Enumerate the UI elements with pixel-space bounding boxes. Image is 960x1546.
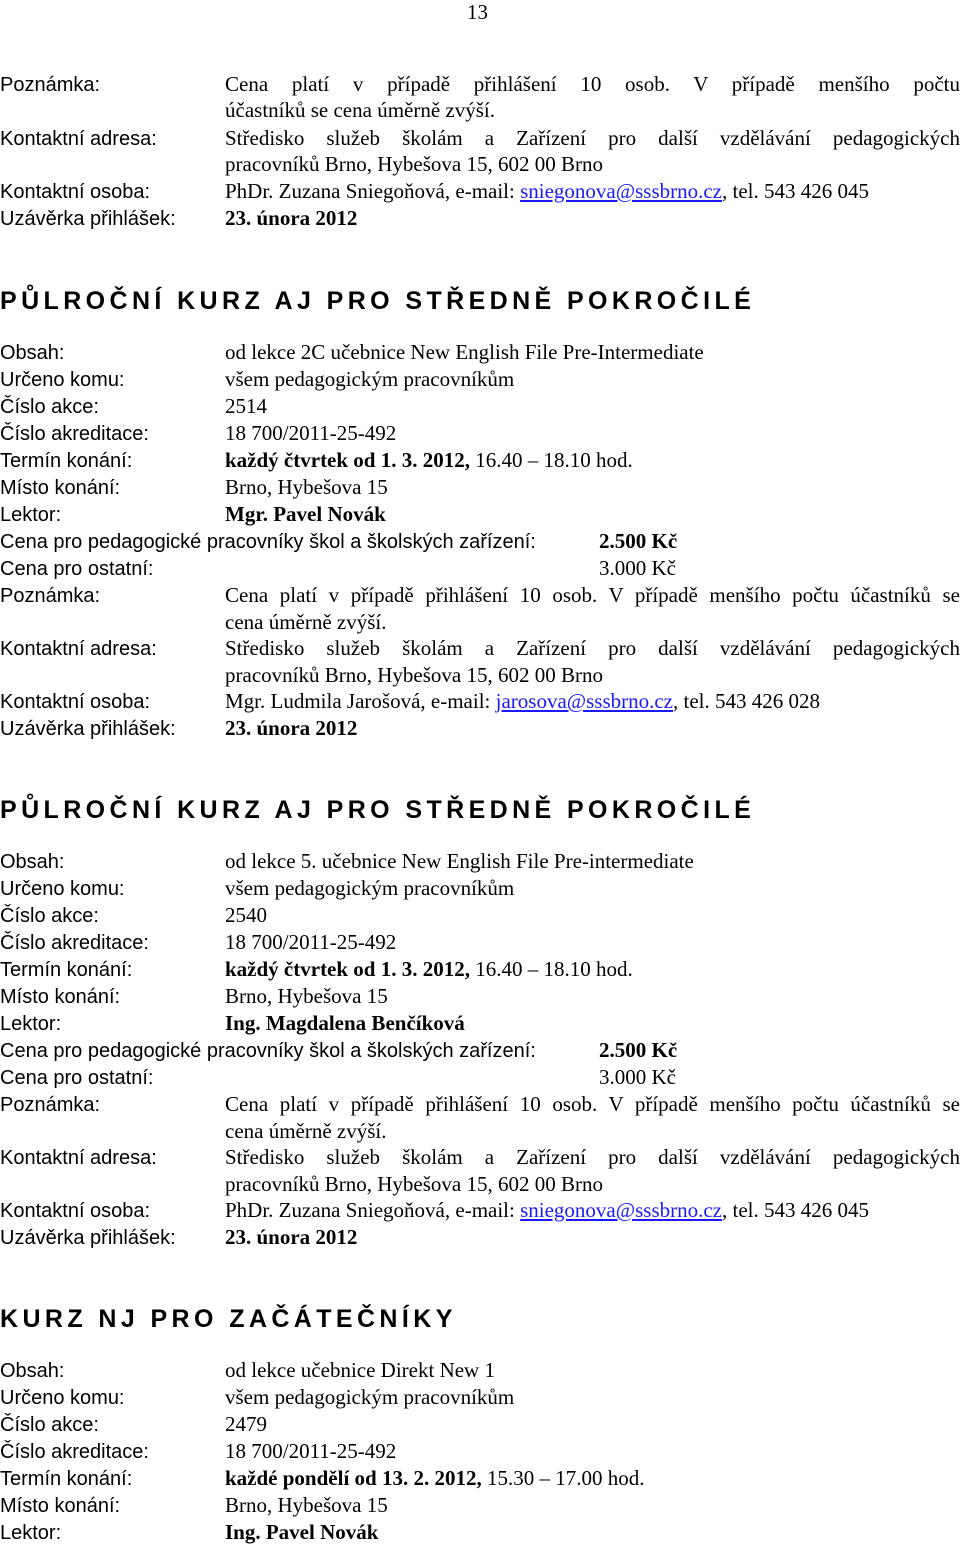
cena-ost-label: Cena pro ostatní: bbox=[0, 1067, 154, 1089]
uzaverka-label: Uzávěrka přihlášek: bbox=[0, 1227, 176, 1249]
obsah-value: od lekce 5. učebnice New English File Pre-intermediate bbox=[225, 849, 694, 873]
course-title: PŮLROČNÍ KURZ AJ PRO STŘEDNĚ POKROČILÉ bbox=[0, 796, 756, 824]
obsah-label: Obsah: bbox=[0, 851, 65, 873]
termin-day: každý čtvrtek od 1. 3. 2012, bbox=[225, 957, 470, 981]
page-number: 13 bbox=[467, 0, 488, 24]
obsah-value: od lekce 2C učebnice New English File Pre-Intermediate bbox=[225, 340, 704, 364]
adresa-line: pracovníků Brno, Hybešova 15, 602 00 Brno bbox=[225, 663, 603, 687]
adresa-line: Středisko služeb školám a Zařízení pro další vzdělávání pedagogických bbox=[225, 636, 960, 660]
poznamka-line: Cena platí v případě přihlášení 10 osob. V případě menšího počtu účastníků se bbox=[225, 583, 960, 607]
akce-value: 2479 bbox=[225, 1412, 267, 1436]
contact-name: PhDr. Zuzana Sniegoňová, e-mail: bbox=[225, 1198, 521, 1222]
urceno-value: všem pedagogickým pracovníkům bbox=[225, 367, 515, 391]
misto-label: Místo konání: bbox=[0, 986, 121, 1008]
lektor-value: Ing. Magdalena Benčíková bbox=[225, 1011, 465, 1035]
contact-name: Mgr. Ludmila Jarošová, e-mail: bbox=[225, 689, 496, 713]
cena-ost-value: 3.000 Kč bbox=[599, 556, 676, 580]
adresa-line: pracovníků Brno, Hybešova 15, 602 00 Brno bbox=[225, 1172, 603, 1196]
course-title: KURZ NJ PRO ZAČÁTEČNÍKY bbox=[0, 1305, 457, 1333]
misto-label: Místo konání: bbox=[0, 477, 121, 499]
lektor-label: Lektor: bbox=[0, 1522, 62, 1544]
osoba-label: Kontaktní osoba: bbox=[0, 1200, 151, 1222]
termin-value bbox=[225, 957, 633, 982]
adresa-label: Kontaktní adresa: bbox=[0, 638, 157, 660]
adresa-line: pracovníků Brno, Hybešova 15, 602 00 Brno bbox=[225, 152, 603, 176]
akce-label: Číslo akce: bbox=[0, 1414, 99, 1436]
akreditace-value: 18 700/2011-25-492 bbox=[225, 930, 397, 954]
poznamka-line: cena úměrně zvýší. bbox=[225, 610, 387, 634]
akreditace-value: 18 700/2011-25-492 bbox=[225, 421, 397, 445]
contact-name: PhDr. Zuzana Sniegoňová, e-mail: bbox=[225, 179, 521, 203]
lektor-value: Mgr. Pavel Novák bbox=[225, 502, 386, 526]
lektor-label: Lektor: bbox=[0, 1013, 62, 1035]
akce-label: Číslo akce: bbox=[0, 905, 99, 927]
contact-person bbox=[225, 1198, 869, 1223]
obsah-label: Obsah: bbox=[0, 1360, 65, 1382]
obsah-value: od lekce učebnice Direkt New 1 bbox=[225, 1358, 495, 1382]
uzaverka-value: 23. února 2012 bbox=[225, 206, 358, 230]
osoba-label: Kontaktní osoba: bbox=[0, 691, 151, 713]
obsah-label: Obsah: bbox=[0, 342, 65, 364]
akreditace-value: 18 700/2011-25-492 bbox=[225, 1439, 397, 1463]
contact-phone: , tel. 543 426 045 bbox=[722, 1198, 869, 1222]
misto-value: Brno, Hybešova 15 bbox=[225, 1493, 388, 1517]
uzaverka-value: 23. února 2012 bbox=[225, 1225, 358, 1249]
termin-value bbox=[225, 448, 633, 473]
termin-day: každé pondělí od 13. 2. 2012, bbox=[225, 1466, 482, 1490]
akce-value: 2514 bbox=[225, 394, 267, 418]
poznamka-label: Poznámka: bbox=[0, 585, 101, 607]
email-link[interactable]: sniegonova@sssbrno.cz bbox=[520, 179, 722, 203]
termin-day: každý čtvrtek od 1. 3. 2012, bbox=[225, 448, 470, 472]
cena-ped-value: 2.500 Kč bbox=[599, 1038, 678, 1062]
akreditace-label: Číslo akreditace: bbox=[0, 932, 149, 954]
misto-value: Brno, Hybešova 15 bbox=[225, 475, 388, 499]
osoba-label: Kontaktní osoba: bbox=[0, 181, 151, 203]
poznamka-line: Cena platí v případě přihlášení 10 osob. V případě menšího počtu účastníků se bbox=[225, 1092, 960, 1116]
poznamka-line: účastníků se cena úměrně zvýší. bbox=[225, 98, 495, 122]
termin-time: 15.30 – 17.00 hod. bbox=[481, 1466, 645, 1490]
contact-person bbox=[225, 179, 869, 204]
cena-ped-label: Cena pro pedagogické pracovníky škol a školských zařízení: bbox=[0, 531, 536, 553]
akce-label: Číslo akce: bbox=[0, 396, 99, 418]
contact-phone: , tel. 543 426 045 bbox=[722, 179, 869, 203]
termin-time: 16.40 – 18.10 hod. bbox=[470, 957, 633, 981]
urceno-value: všem pedagogickým pracovníkům bbox=[225, 876, 515, 900]
termin-value bbox=[225, 1466, 644, 1491]
uzaverka-label: Uzávěrka přihlášek: bbox=[0, 208, 176, 230]
course-title: PŮLROČNÍ KURZ AJ PRO STŘEDNĚ POKROČILÉ bbox=[0, 287, 756, 315]
termin-label: Termín konání: bbox=[0, 1468, 133, 1490]
uzaverka-value: 23. února 2012 bbox=[225, 716, 358, 740]
uzaverka-label: Uzávěrka přihlášek: bbox=[0, 718, 176, 740]
contact-person bbox=[225, 689, 820, 714]
termin-label: Termín konání: bbox=[0, 450, 133, 472]
urceno-label: Určeno komu: bbox=[0, 1387, 125, 1409]
akreditace-label: Číslo akreditace: bbox=[0, 423, 149, 445]
akce-value: 2540 bbox=[225, 903, 267, 927]
termin-time: 16.40 – 18.10 hod. bbox=[470, 448, 633, 472]
poznamka-label: Poznámka: bbox=[0, 1094, 101, 1116]
urceno-label: Určeno komu: bbox=[0, 878, 125, 900]
adresa-line: Středisko služeb školám a Zařízení pro další vzdělávání pedagogických bbox=[225, 1145, 960, 1169]
cena-ped-value: 2.500 Kč bbox=[599, 529, 678, 553]
poznamka-line: cena úměrně zvýší. bbox=[225, 1119, 387, 1143]
poznamka-label: Poznámka: bbox=[0, 74, 101, 96]
poznamka-line: Cena platí v případě přihlášení 10 osob. V případě menšího počtu bbox=[225, 72, 960, 96]
urceno-label: Určeno komu: bbox=[0, 369, 125, 391]
adresa-label: Kontaktní adresa: bbox=[0, 128, 157, 150]
cena-ost-label: Cena pro ostatní: bbox=[0, 558, 154, 580]
termin-label: Termín konání: bbox=[0, 959, 133, 981]
email-link[interactable]: sniegonova@sssbrno.cz bbox=[520, 1198, 722, 1222]
email-link[interactable]: jarosova@sssbrno.cz bbox=[495, 689, 674, 713]
lektor-label: Lektor: bbox=[0, 504, 62, 526]
urceno-value: všem pedagogickým pracovníkům bbox=[225, 1385, 515, 1409]
misto-label: Místo konání: bbox=[0, 1495, 121, 1517]
adresa-line: Středisko služeb školám a Zařízení pro další vzdělávání pedagogických bbox=[225, 126, 960, 150]
akreditace-label: Číslo akreditace: bbox=[0, 1441, 149, 1463]
contact-phone: , tel. 543 426 028 bbox=[673, 689, 821, 713]
adresa-label: Kontaktní adresa: bbox=[0, 1147, 157, 1169]
cena-ost-value: 3.000 Kč bbox=[599, 1065, 676, 1089]
misto-value: Brno, Hybešova 15 bbox=[225, 984, 388, 1008]
cena-ped-label: Cena pro pedagogické pracovníky škol a školských zařízení: bbox=[0, 1040, 536, 1062]
lektor-value: Ing. Pavel Novák bbox=[225, 1520, 379, 1544]
